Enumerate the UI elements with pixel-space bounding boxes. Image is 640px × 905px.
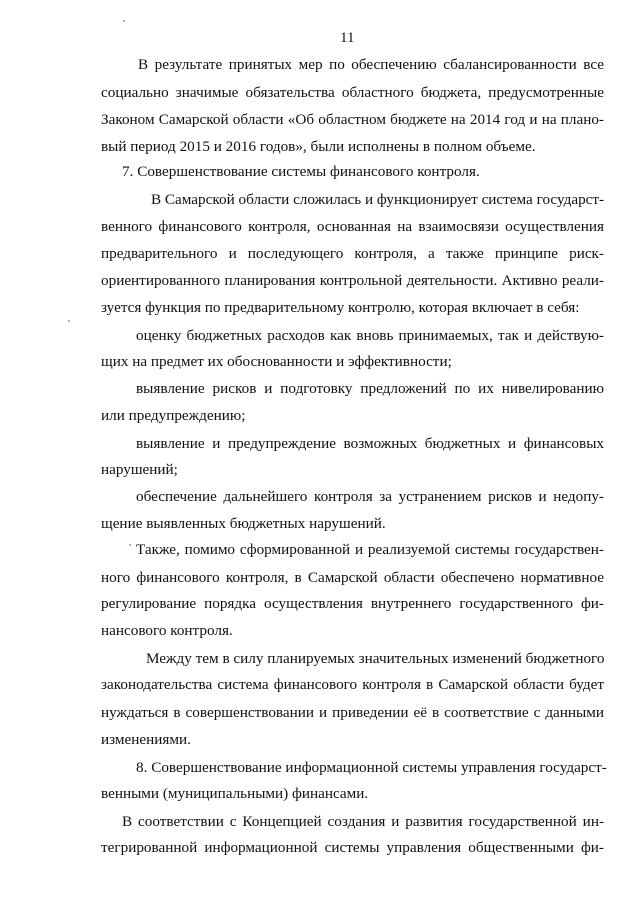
text-line-content: зуется функция по предварительному контролю, которая включает в себя: [101,299,580,316]
text-line [0,758,640,778]
text-line [0,244,640,264]
text-line-content: нарушений; [101,461,178,478]
text-line-content: ориентированного планирования контрольной деятельности. Активно реали- [101,272,604,289]
text-line-content: законодательства система финансового контроля в Самарской области будет [101,676,604,693]
text-line [0,55,640,75]
text-line-content: предварительного и последующего контроля, а также принципе риск- [101,245,604,262]
text-line-content: вый период 2015 и 2016 годов», были исполнены в полном объеме. [101,138,536,155]
text-line-content: 8. Совершенствование информационной системы управления государст- [136,759,607,776]
text-line-content: Законом Самарской области «Об областном бюджете на 2014 год и на плано- [101,111,604,128]
text-line [0,621,640,641]
text-line [0,271,640,291]
text-line [0,784,640,804]
text-line-content: В соответствии с Концепцией создания и развития государственной ин- [122,813,604,830]
text-line-content: изменениями. [101,731,191,748]
text-line-content: нуждаться в совершенствовании и приведении её в соответствие с данными [101,704,604,721]
text-line [0,326,640,346]
text-line-content: щих на предмет их обоснованности и эффективности; [101,353,452,370]
text-line-content: социально значимые обязательства областного бюджета, предусмотренные [101,84,604,101]
text-line-content: нансового контроля. [101,622,233,639]
text-line-content: В результате принятых мер по обеспечению сбалансированности все [138,56,604,73]
text-line-content: венными (муниципальными) финансами. [101,785,369,802]
text-line [0,594,640,614]
text-line-content: В Самарской области сложилась и функционирует система государст- [151,191,605,208]
text-line-content: щение выявленных бюджетных нарушений. [101,515,386,532]
text-line [0,137,640,157]
text-line-content: регулирование порядка осуществления внутреннего государственного фи- [101,595,604,612]
text-line [0,487,640,507]
text-line-content: Также, помимо сформированной и реализуемой системы государствен- [136,541,604,558]
text-line-content: 7. Совершенствование системы финансового контроля. [122,163,480,180]
text-line [0,110,640,130]
text-line [0,190,640,210]
text-line [0,460,640,480]
text-line [0,298,640,318]
text-line [0,514,640,534]
text-line [0,812,640,832]
text-line [0,434,640,454]
text-line [0,675,640,695]
text-line [0,406,640,426]
text-line [0,568,640,588]
text-line [0,838,640,858]
text-line-content: Между тем в силу планируемых значительных изменений бюджетного [146,650,605,667]
scan-speck [123,20,125,22]
text-line-content: ного финансового контроля, в Самарской области обеспечено нормативное [101,569,604,586]
text-line [0,83,640,103]
text-line [0,162,640,182]
text-line-content: выявление рисков и подготовку предложений по их нивелированию [136,380,604,397]
text-line-content: обеспечение дальнейшего контроля за устранением рисков и недопу- [136,488,604,505]
text-line-content: или предупреждению; [101,407,246,424]
page-number: 11 [340,30,355,46]
text-line [0,540,640,560]
text-line [0,730,640,750]
scan-speck [68,320,70,322]
text-line [0,217,640,237]
text-line-content: выявление и предупреждение возможных бюджетных и финансовых [136,435,604,452]
text-line [0,649,640,669]
text-line [0,703,640,723]
text-line-content: тегрированной информационной системы управления общественными фи- [101,839,604,856]
text-line-content: оценку бюджетных расходов как вновь принимаемых, так и действую- [136,327,604,344]
text-line [0,379,640,399]
text-line-content: венного финансового контроля, основанная на взаимосвязи осуществления [101,218,604,235]
text-line [0,352,640,372]
